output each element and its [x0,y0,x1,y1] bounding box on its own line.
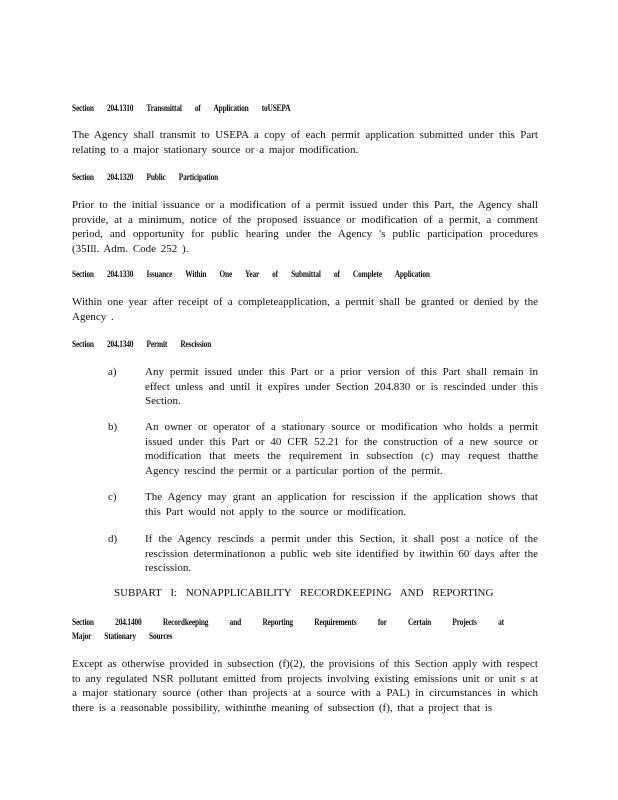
section-1310-heading: Section 204.1310 Transmittal of Application toUSEPA [72,103,291,113]
item-d-label: d) [108,533,118,545]
item-c-text: The Agency may grant an application for rescission if the application shows that this Part would not apply to the source or modification. [145,491,538,518]
item-b-text: An owner or operator of a stationary source or modification who holds a permit issued under this Part or 40 CFR 52.21 for the construction of a new source or modification that meets the requirement in subsection (c) may request thatthe Agency rescind the permit or a particular portion of the permit. [145,421,538,477]
item-b-label: b) [108,421,118,433]
section-1320-heading: Section 204.1320 Public Participation [72,172,219,182]
section-1400-heading-line2: Major Stationary Sources [72,631,173,641]
section-1310-text: The Agency shall transmit to USEPA a copy of each permit application submitted under this Part relating to a major stationary source or a major modification. [72,129,538,156]
subpart-heading: SUBPART I: NONAPPLICABILITY RECORDKEEPING AND REPORTING [114,587,494,599]
item-c-label: c) [108,491,117,503]
item-a-text: Any permit issued under this Part or a prior version of this Part shall remain in effect unless and until it expires under Section 204.830 or is rescinded under this Section. [145,366,538,407]
section-1340-heading: Section 204.1340 Permit Rescission [72,339,212,349]
item-d-text: If the Agency rescinds a permit under this Section, it shall post a notice of the rescission determinationon a public web site identified by itwithin 60 days after the rescission. [145,533,538,574]
section-1320-text: Prior to the initial issuance or a modification of a permit issued under this Part, the Agency shall provide, at a minimum, notice of the proposed issuance or modification of a permit, a comment period, and opportunity for public hearing under the Agency 's public participation procedures (35Ill. Adm. Code 252 ). [72,199,538,255]
item-a-label: a) [108,366,117,378]
section-1330-heading: Section 204.1330 Issuance Within One Year of Submittal of Complete Application [72,269,430,279]
section-1400-text: Except as otherwise provided in subsection (f)(2), the provisions of this Section apply with respect to any regulated NSR pollutant emitted from projects involving existing emissions unit or unit s at a major stationary source (other than projects at a source with a PAL) in circumstances in which there is a reasonable possibility, withinthe meaning of subsection (f), that a project that is [72,658,538,714]
section-1400-heading-line1: Section 204.1400 Recordkeeping and Reporting Requirements for Certain Projects at [72,617,504,627]
section-1330-text: Within one year after receipt of a completeapplication, a permit shall be granted or denied by the Agency . [72,296,538,323]
